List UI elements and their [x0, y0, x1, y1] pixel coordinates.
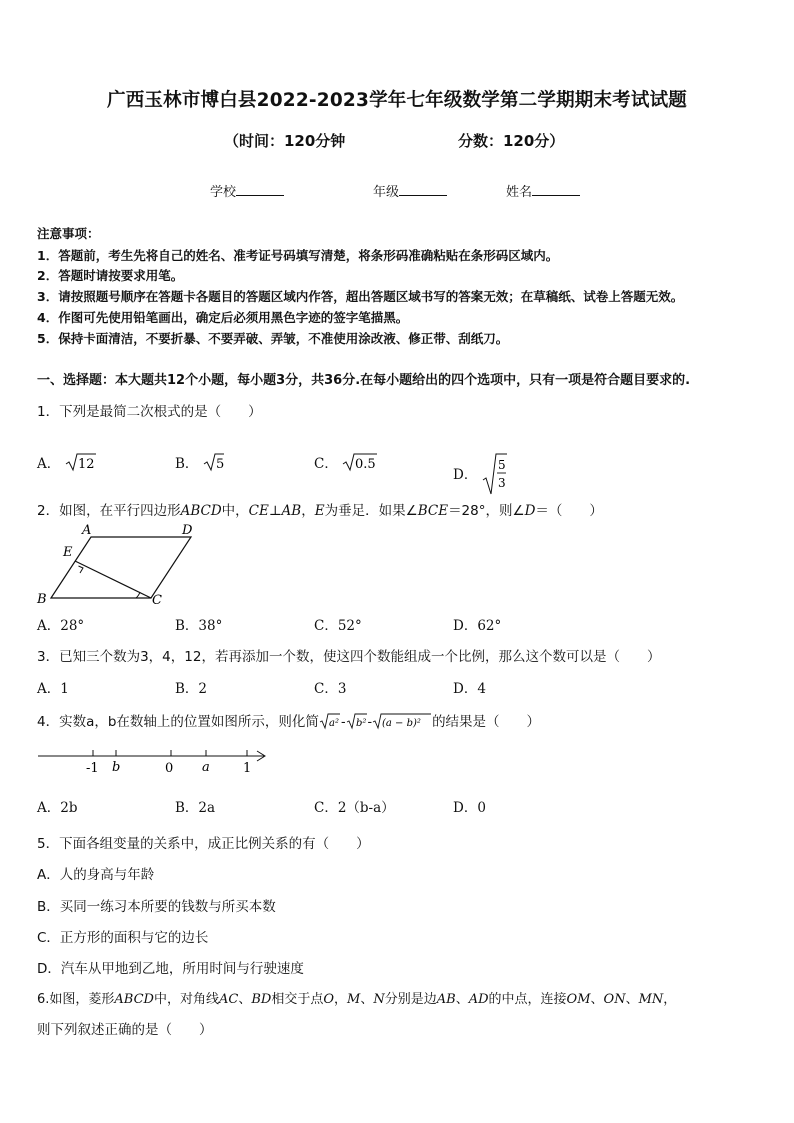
- q3-stem: 3．已知三个数为3，4，12，若再添加一个数，使这四个数能组成一个比例，那么这个数可以是（ ）: [37, 649, 661, 665]
- sqrt-icon: [482, 452, 508, 496]
- q5-option-d[interactable]: D．汽车从甲地到乙地，所用时间与行驶速度: [37, 961, 304, 977]
- q1-option-a[interactable]: A． 12: [37, 452, 97, 472]
- q3-option-b[interactable]: B．2: [175, 681, 208, 697]
- q2-option-a[interactable]: A．28°: [37, 618, 85, 634]
- q3-option-d[interactable]: D．4: [453, 681, 486, 697]
- q1-option-b[interactable]: B． 5: [175, 452, 225, 472]
- q3-option-a[interactable]: A．1: [37, 681, 69, 697]
- axis-label-zero: 0: [165, 761, 174, 776]
- q4-option-c[interactable]: C．2（b-a）: [314, 800, 395, 816]
- label-A: A: [82, 523, 92, 538]
- label-B: B: [37, 592, 47, 607]
- school-field: [210, 181, 284, 200]
- q5-stem: 5．下面各组变量的关系中，成正比例关系的有（ ）: [37, 836, 370, 852]
- name-blank[interactable]: [532, 183, 580, 196]
- q1-option-c[interactable]: C． 0.5: [314, 452, 378, 472]
- svg-text:a²: a²: [328, 718, 339, 729]
- grade-label: 年级: [373, 185, 400, 200]
- q4-option-d[interactable]: D．0: [453, 800, 486, 816]
- school-blank[interactable]: [236, 183, 284, 196]
- sqrt-icon: [65, 452, 97, 472]
- svg-text:b²: b²: [355, 718, 366, 729]
- q5-option-b[interactable]: B．买同一练习本所要的钱数与所买本数: [37, 899, 276, 915]
- svg-text:5: 5: [497, 458, 506, 472]
- notice-item: 1．答题前，考生先将自己的姓名、准考证号码填写清楚，将条形码准确粘贴在条形码区域内。: [37, 248, 559, 263]
- svg-text:3: 3: [497, 476, 506, 490]
- exam-score: 分数：120分）: [458, 132, 565, 150]
- q1-option-d[interactable]: D． 5 3: [453, 452, 508, 496]
- notice-item: 5．保持卡面清洁，不要折暴、不要弄破、弄皱，不准使用涂改液、修正带、刮纸刀。: [37, 331, 509, 346]
- parallelogram-figure: [34, 520, 204, 608]
- label-D: D: [182, 523, 193, 538]
- q5-option-a[interactable]: A．人的身高与年龄: [37, 867, 155, 883]
- svg-text:(a − b)²: (a − b)²: [382, 718, 421, 729]
- exam-time: （时间：120分钟: [224, 132, 346, 150]
- q2-option-c[interactable]: C．52°: [314, 618, 362, 634]
- q2-stem: 2．如图，在平行四边形ABCD中，CE⊥AB，E为垂足．如果∠BCE＝28°，则∠D＝（ ）: [37, 503, 603, 519]
- axis-label-b: b: [112, 760, 121, 775]
- grade-field: [373, 181, 447, 200]
- sqrt-icon: [319, 712, 341, 730]
- q2-option-d[interactable]: D．62°: [453, 618, 502, 634]
- q1-stem: 1．下列是最简二次根式的是（ ）: [37, 404, 262, 420]
- q4-stem: 4．实数a，b在数轴上的位置如图所示，则化简 a² - b² - (a − b)² 的结果是（ ）: [37, 714, 541, 730]
- q3-option-c[interactable]: C．3: [314, 681, 347, 697]
- sqrt-icon: [346, 712, 368, 730]
- q6-stem-line2: 则下列叙述正确的是（ ）: [37, 1022, 213, 1038]
- exam-title: 广西玉林市博白县2022-2023学年七年级数学第二学期期末考试试题: [107, 90, 687, 111]
- section-heading: 一、选择题：本大题共12个小题，每小题3分，共36分.在每小题给出的四个选项中，只有一项是符合题目要求的.: [37, 373, 691, 388]
- sqrt-icon: [372, 712, 432, 730]
- axis-label-minus-one: -1: [86, 761, 99, 776]
- label-C: C: [152, 593, 162, 608]
- notice-item: 2．答题时请按要求用笔。: [37, 268, 184, 283]
- axis-label-a: a: [202, 760, 210, 775]
- axis-label-one: 1: [243, 761, 252, 776]
- svg-text:0.5: 0.5: [355, 457, 376, 472]
- q6-stem-line1: 6.如图，菱形ABCD中，对角线AC、BD相交于点O，M、N分别是边AB、AD的中点，连接OM、ON、MN，: [37, 992, 677, 1007]
- svg-text:12: 12: [77, 457, 95, 472]
- q5-option-c[interactable]: C．正方形的面积与它的边长: [37, 930, 209, 946]
- name-field: [506, 181, 580, 200]
- school-label: 学校: [210, 185, 237, 200]
- label-E: E: [63, 545, 73, 560]
- notice-item: 4．作图可先使用铅笔画出，确定后必须用黑色字迹的签字笔描黑。: [37, 310, 409, 325]
- number-line-figure: [34, 744, 270, 778]
- sqrt-icon: [203, 452, 225, 472]
- q4-option-a[interactable]: A．2b: [37, 800, 78, 816]
- q2-option-b[interactable]: B．38°: [175, 618, 223, 634]
- sqrt-icon: [342, 452, 378, 472]
- q4-option-b[interactable]: B．2a: [175, 800, 216, 816]
- svg-text:5: 5: [215, 457, 224, 472]
- grade-blank[interactable]: [399, 183, 447, 196]
- notice-heading: 注意事项：: [37, 226, 100, 241]
- notice-item: 3．请按照题号顺序在答题卡各题目的答题区域内作答，超出答题区域书写的答案无效；在草稿纸、试卷上答题无效。: [37, 289, 684, 304]
- name-label: 姓名: [506, 185, 533, 200]
